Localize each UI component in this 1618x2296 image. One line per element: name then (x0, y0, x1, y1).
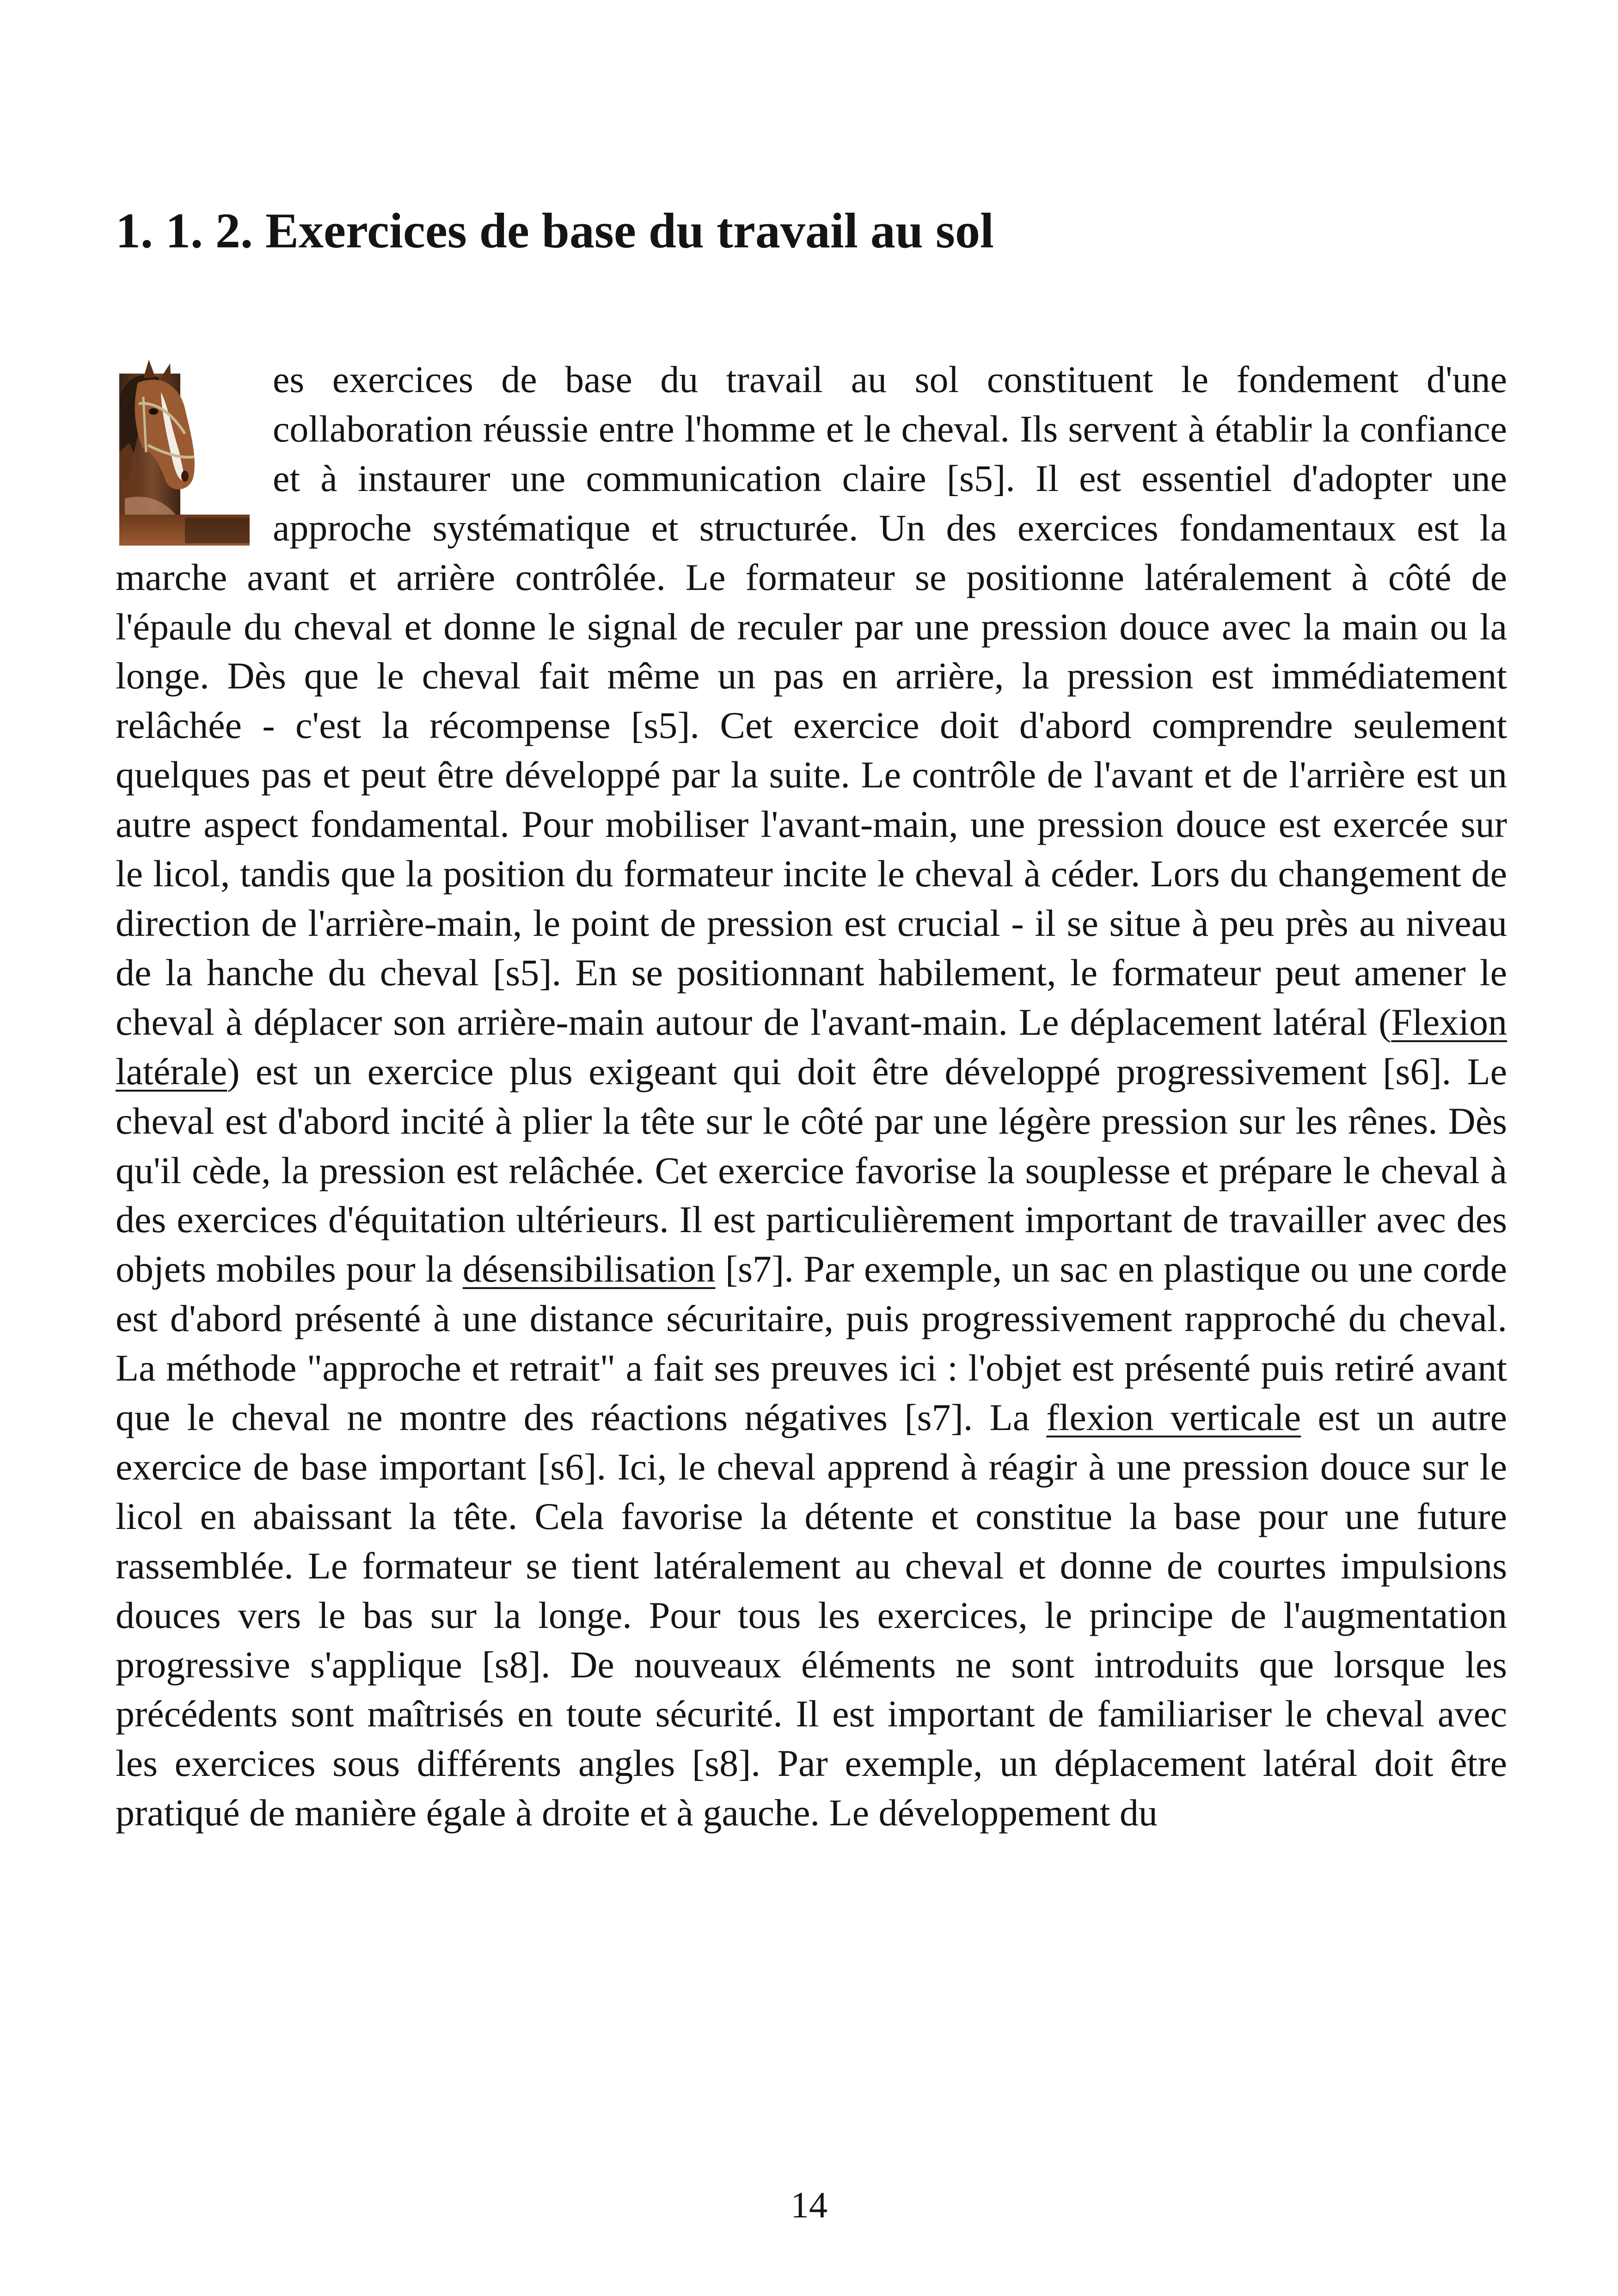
section-heading: 1. 1. 2. Exercices de base du travail au sol (116, 203, 994, 258)
link-desensibilisation[interactable]: désensibilisation (462, 1248, 716, 1290)
paragraph-text-1: es exercices de base du travail au sol constituent le fondement d'une collaboration réussie entre l'homme et le cheval. Ils servent à établir la confiance et à instaurer une communication claire [s5]. Il est essentiel d'adopter une approche systématique et structurée. Un des exercices fondamentaux est la marche avant et arrière contrôlée. Le formateur se positionne latéralement à côté de l'épaule du cheval et donne le signal de reculer par une pression douce avec la main ou la longe. Dès que le cheval fait même un pas en arrière, la pression est immédiatement relâchée - c'est la récompense [s5]. Cet exercice doit d'abord comprendre seulement quelques pas et peut être développé par la suite. Le contrôle de l'avant et de l'arrière est un autre aspect fondamental. Pour mobiliser l'avant-main, une pression douce est exercée sur le licol, tandis que la position du formateur incite le cheval à céder. Lors du changement de direction de l'arrière-main, le point de pression est crucial - il se situe à peu près au niveau de la hanche du cheval [s5]. En se positionnant habilement, le formateur peut amener le cheval à déplacer son arrière-main autour de l'avant-main. Le déplacement latéral ( (116, 358, 1507, 1043)
body-paragraph (116, 355, 1507, 1838)
horse-head-illustration-icon (116, 360, 254, 549)
link-flexion-laterale[interactable]: Flexion latérale (116, 1001, 1507, 1093)
paragraph-text-4: est un autre exercice de base important [s6]. Ici, le cheval apprend à réagir à une pression douce sur le licol en abaissant la tête. Cela favorise la détente et constitue la base pour une future rassemblée. Le formateur se tient latéralement au cheval et donne de courtes impulsions douces vers le bas sur la longe. Pour tous les exercices, le principe de l'augmentation progressive s'applique [s8]. De nouveaux éléments ne sont introduits que lorsque les précédents sont maîtrisés en toute sécurité. Il est important de familiariser le cheval avec les exercices sous différents angles [s8]. Par exemple, un déplacement latéral doit être pratiqué de manière égale à droite et à gauche. Le développement du (116, 1396, 1507, 1834)
page-number: 14 (791, 2185, 827, 2226)
paragraph-text-2: ) est un exercice plus exigeant qui doit être développé progressivement [s6]. Le cheval est d'abord incité à plier la tête sur le côté par une légère pression sur les rênes. Dès qu'il cède, la pression est relâchée. Cet exercice favorise la souplesse et prépare le cheval à des exercices d'équitation ultérieurs. Il est particulièrement important de travailler avec des objets mobiles pour la (116, 1050, 1507, 1290)
link-flexion-verticale[interactable]: flexion verticale (1046, 1396, 1301, 1439)
dropcap-letter-l (116, 360, 254, 549)
paragraph-text-3: [s7]. Par exemple, un sac en plastique ou une corde est d'abord présenté à une distance sécuritaire, puis progressivement rapproché du cheval. La méthode "approche et retrait" a fait ses preuves ici : l'objet est présenté puis retiré avant que le cheval ne montre des réactions négatives [s7]. La (116, 1248, 1507, 1439)
